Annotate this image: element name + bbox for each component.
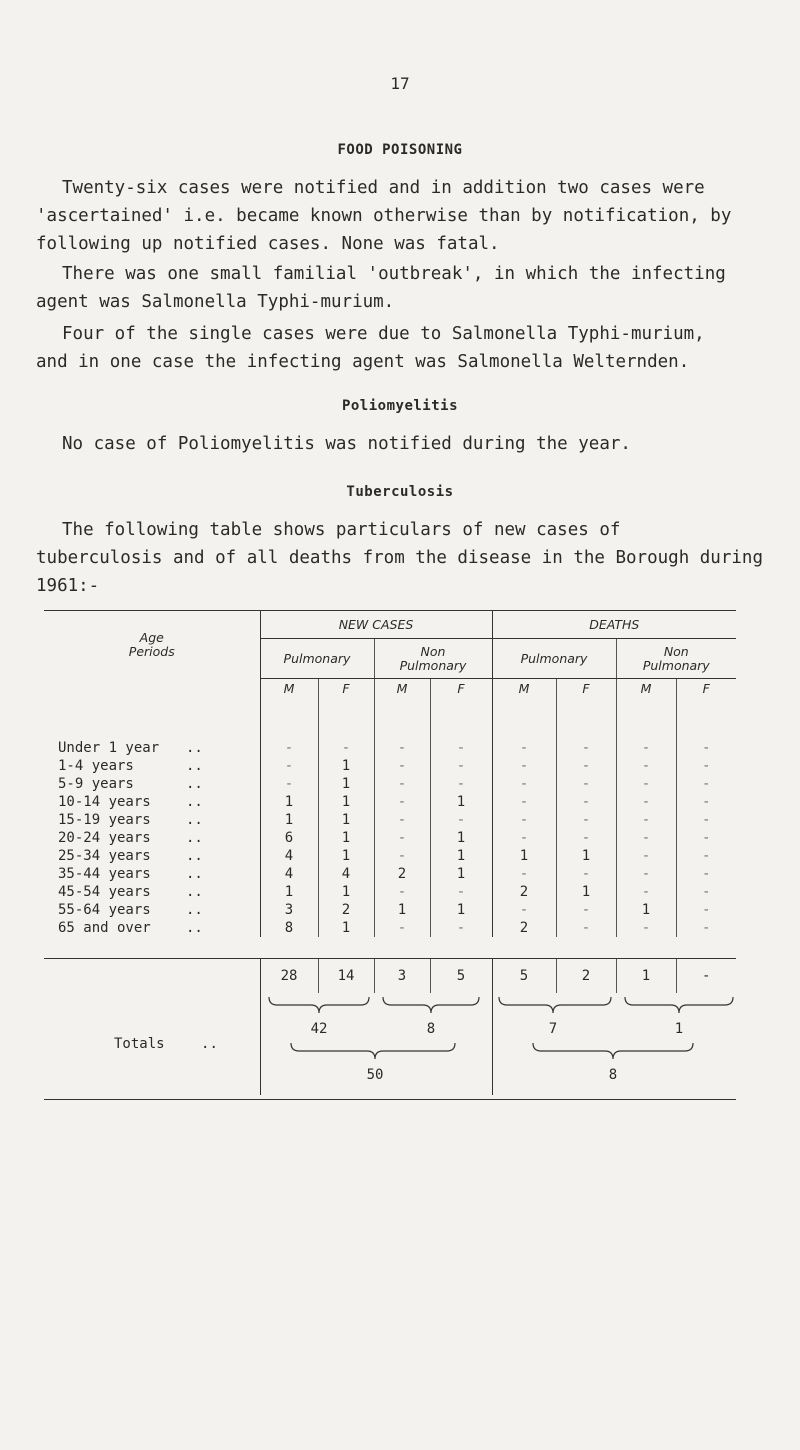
deaths-pulmonary-header: Pulmonary [492, 639, 616, 679]
table-cell: - [430, 739, 492, 757]
table-cell: 1 [374, 901, 430, 919]
section-rule [44, 937, 736, 959]
table-cell: - [616, 919, 676, 937]
table-row [44, 919, 736, 937]
header-line: Non [663, 643, 689, 659]
table-cell: 6 [260, 829, 318, 847]
header-line: Age [139, 629, 164, 645]
poliomyelitis-paragraph [36, 430, 776, 458]
table-cell: - [492, 757, 556, 775]
table-body [44, 699, 736, 959]
age-period-label: 1-4 years [58, 757, 134, 774]
table-cell: - [260, 757, 318, 775]
table-cell: - [492, 811, 556, 829]
table-cell: 1 [616, 901, 676, 919]
text-line: agent was Salmonella Typhi-murium. [36, 292, 395, 312]
table-cell: 1 [318, 793, 374, 811]
table-cell: 1 [556, 847, 616, 865]
age-period-cell [44, 775, 260, 793]
table-cell: - [556, 793, 616, 811]
age-period-label: 20-24 years [58, 829, 151, 846]
header-line: Non [420, 643, 446, 659]
table-cell: - [374, 793, 430, 811]
tuberculosis-table [44, 610, 736, 1100]
subtotal-value: 8 [426, 1021, 435, 1037]
total-cell: 5 [492, 959, 556, 994]
table-cell: 2 [492, 919, 556, 937]
sex-header-cell: M [374, 679, 430, 699]
deaths-header: DEATHS [492, 611, 736, 639]
table-cell: 1 [260, 793, 318, 811]
text-line: tuberculosis and of all deaths from the disease in the Borough during [36, 548, 763, 568]
age-period-cell [44, 793, 260, 811]
total-cell: - [676, 959, 736, 994]
age-period-cell [44, 901, 260, 919]
age-period-label: 35-44 years [58, 865, 151, 882]
table-cell: - [556, 919, 616, 937]
table-cell: - [430, 811, 492, 829]
table-cell: - [616, 829, 676, 847]
table-cell: 1 [260, 883, 318, 901]
table-cell: - [556, 811, 616, 829]
text-line: 1961:- [36, 576, 100, 596]
new-cases-header: NEW CASES [260, 611, 492, 639]
table-cell: - [676, 829, 736, 847]
table-cell: 1 [318, 919, 374, 937]
table-row [44, 757, 736, 775]
table-cell: 1 [492, 847, 556, 865]
table-cell: - [616, 883, 676, 901]
age-period-cell [44, 811, 260, 829]
leader-dots: .. [186, 829, 203, 846]
text-line: The following table shows particulars of new cases of [62, 520, 621, 540]
leader-dots: .. [186, 757, 203, 774]
table-cell: 1 [430, 829, 492, 847]
table-cell: - [616, 865, 676, 883]
tuberculosis-paragraph [36, 516, 776, 600]
table-cell: - [676, 811, 736, 829]
text-line: following up notified cases. None was fatal. [36, 234, 500, 254]
text-line: Twenty-six cases were notified and in addition two cases were [62, 178, 705, 198]
total-cell: 2 [556, 959, 616, 994]
subtotal-value: 7 [548, 1021, 557, 1037]
age-period-cell [44, 865, 260, 883]
table-cell: - [556, 865, 616, 883]
food-poisoning-paragraph-3 [36, 320, 776, 376]
table-cell: - [556, 829, 616, 847]
deaths-non-pulmonary-header [616, 639, 736, 679]
age-period-label: 15-19 years [58, 811, 151, 828]
table-cell: - [318, 739, 374, 757]
table-cell: - [676, 865, 736, 883]
food-poisoning-heading: FOOD POISONING [337, 142, 463, 158]
table-cell: - [616, 757, 676, 775]
table-cell: - [492, 829, 556, 847]
blank-cell [44, 679, 260, 699]
poliomyelitis-heading: Poliomyelitis [341, 398, 459, 414]
new-pulmonary-header: Pulmonary [260, 639, 374, 679]
age-period-label: 65 and over [58, 919, 151, 936]
leader-dots: .. [186, 793, 203, 810]
table-row [44, 793, 736, 811]
table-cell: 3 [260, 901, 318, 919]
table-cell: 4 [260, 865, 318, 883]
age-period-cell [44, 829, 260, 847]
spacer-row [44, 699, 736, 739]
deaths-braces [493, 993, 737, 1095]
table-cell: - [676, 775, 736, 793]
text-line: and in one case the infecting agent was Salmonella Welternden. [36, 352, 690, 372]
table-cell: - [492, 865, 556, 883]
sex-header-cell: F [318, 679, 374, 699]
table-cell: - [556, 775, 616, 793]
table-cell: 2 [318, 901, 374, 919]
header-line: Periods [128, 643, 175, 659]
table-row [44, 829, 736, 847]
age-period-cell [44, 883, 260, 901]
text-line: 'ascertained' i.e. became known otherwise than by notification, by [36, 206, 732, 226]
table-cell: 1 [556, 883, 616, 901]
table-bottom-rule [44, 1095, 736, 1099]
leader-dots: .. [186, 865, 203, 882]
food-poisoning-paragraph-2 [36, 260, 776, 316]
table-cell: 2 [492, 883, 556, 901]
table-cell: - [260, 775, 318, 793]
table-cell: - [374, 811, 430, 829]
table-cell: - [616, 793, 676, 811]
table-cell: - [374, 829, 430, 847]
sex-header-cell: F [430, 679, 492, 699]
total-cell: 5 [430, 959, 492, 994]
table-cell: - [430, 757, 492, 775]
food-poisoning-paragraph-1 [36, 174, 776, 258]
sex-header-row [44, 679, 736, 699]
table-cell: - [492, 739, 556, 757]
table-cell: 4 [318, 865, 374, 883]
table-cell: - [556, 739, 616, 757]
age-period-label: 5-9 years [58, 775, 134, 792]
total-cell: 1 [616, 959, 676, 994]
age-period-cell [44, 757, 260, 775]
subtotal-value: 42 [310, 1021, 327, 1037]
table-cell: 1 [430, 901, 492, 919]
header-line: Pulmonary [399, 657, 467, 673]
table-cell: 8 [260, 919, 318, 937]
blank-cell [44, 959, 260, 994]
age-period-label: Under 1 year [58, 739, 160, 756]
new-non-pulmonary-header [374, 639, 492, 679]
leader-dots: .. [186, 775, 203, 792]
table-cell: 2 [374, 865, 430, 883]
new-cases-totals-block [260, 993, 492, 1095]
total-cell: 3 [374, 959, 430, 994]
table-cell: - [374, 919, 430, 937]
table-cell: - [430, 919, 492, 937]
table-cell: - [430, 883, 492, 901]
age-period-cell [44, 739, 260, 757]
sex-header-cell: F [556, 679, 616, 699]
table-cell: 1 [318, 829, 374, 847]
total-cell: 28 [260, 959, 318, 994]
blank-cell [44, 699, 260, 739]
spacer-row [44, 937, 736, 959]
leader-dots: .. [201, 1036, 218, 1052]
table-cell: 1 [318, 811, 374, 829]
grand-total-value: 50 [366, 1067, 383, 1083]
table-cell: - [676, 847, 736, 865]
header-line: Pulmonary [642, 657, 710, 673]
new-cases-braces [261, 993, 493, 1095]
table-cell: - [676, 757, 736, 775]
table-cell: 1 [430, 847, 492, 865]
table-row [44, 739, 736, 757]
table-cell: - [374, 847, 430, 865]
table-cell: 1 [430, 793, 492, 811]
table-cell: - [676, 901, 736, 919]
table-cell: - [374, 883, 430, 901]
leader-dots: .. [186, 919, 203, 936]
table-cell: - [556, 757, 616, 775]
tuberculosis-heading: Tuberculosis [346, 484, 454, 500]
total-cell: 14 [318, 959, 374, 994]
subtotal-value: 1 [674, 1021, 683, 1037]
text-line: Four of the single cases were due to Salmonella Typhi-murium, [62, 324, 705, 344]
table-row [44, 883, 736, 901]
grand-total-value: 8 [608, 1067, 617, 1083]
table-cell: - [616, 775, 676, 793]
leader-dots: .. [186, 883, 203, 900]
totals-label: Totals [114, 1036, 165, 1052]
table-cell: - [260, 739, 318, 757]
table-cell: - [676, 793, 736, 811]
table-row [44, 811, 736, 829]
totals-label-cell [44, 993, 260, 1095]
table-cell: - [492, 901, 556, 919]
leader-dots: .. [186, 847, 203, 864]
sex-header-cell: F [676, 679, 736, 699]
sex-header-cell: M [616, 679, 676, 699]
table-cell: 1 [260, 811, 318, 829]
table-cell: - [676, 883, 736, 901]
table-cell: - [374, 775, 430, 793]
table-cell: 1 [318, 883, 374, 901]
totals-braces-row [44, 993, 736, 1095]
leader-dots: .. [186, 739, 203, 756]
table-row [44, 901, 736, 919]
age-period-cell [44, 919, 260, 937]
table-row [44, 775, 736, 793]
table-cell: 1 [430, 865, 492, 883]
table-row [44, 865, 736, 883]
sex-header-cell: M [260, 679, 318, 699]
table-cell: - [430, 775, 492, 793]
table-cell: - [492, 775, 556, 793]
table-row [44, 847, 736, 865]
text-line: No case of Poliomyelitis was notified during the year. [62, 434, 631, 454]
table-cell: 1 [318, 757, 374, 775]
table-cell: - [616, 811, 676, 829]
table-cell: 1 [318, 847, 374, 865]
age-period-label: 10-14 years [58, 793, 151, 810]
table-cell: - [374, 757, 430, 775]
table-cell: - [556, 901, 616, 919]
sex-header-cell: M [492, 679, 556, 699]
table-cell: 4 [260, 847, 318, 865]
table-cell: 1 [318, 775, 374, 793]
totals-row [44, 959, 736, 994]
age-period-label: 55-64 years [58, 901, 151, 918]
deaths-totals-block [492, 993, 736, 1095]
table-cell: - [492, 793, 556, 811]
text-line: There was one small familial 'outbreak', in which the infecting [62, 264, 726, 284]
age-period-label: 45-54 years [58, 883, 151, 900]
age-period-label: 25-34 years [58, 847, 151, 864]
table-cell: - [676, 919, 736, 937]
leader-dots: .. [186, 901, 203, 918]
leader-dots: .. [186, 811, 203, 828]
table-cell: - [374, 739, 430, 757]
table-cell: - [616, 847, 676, 865]
table-cell: - [676, 739, 736, 757]
page-number: 17 [390, 74, 410, 93]
age-period-cell [44, 847, 260, 865]
table-cell: - [616, 739, 676, 757]
age-periods-header [44, 611, 260, 679]
